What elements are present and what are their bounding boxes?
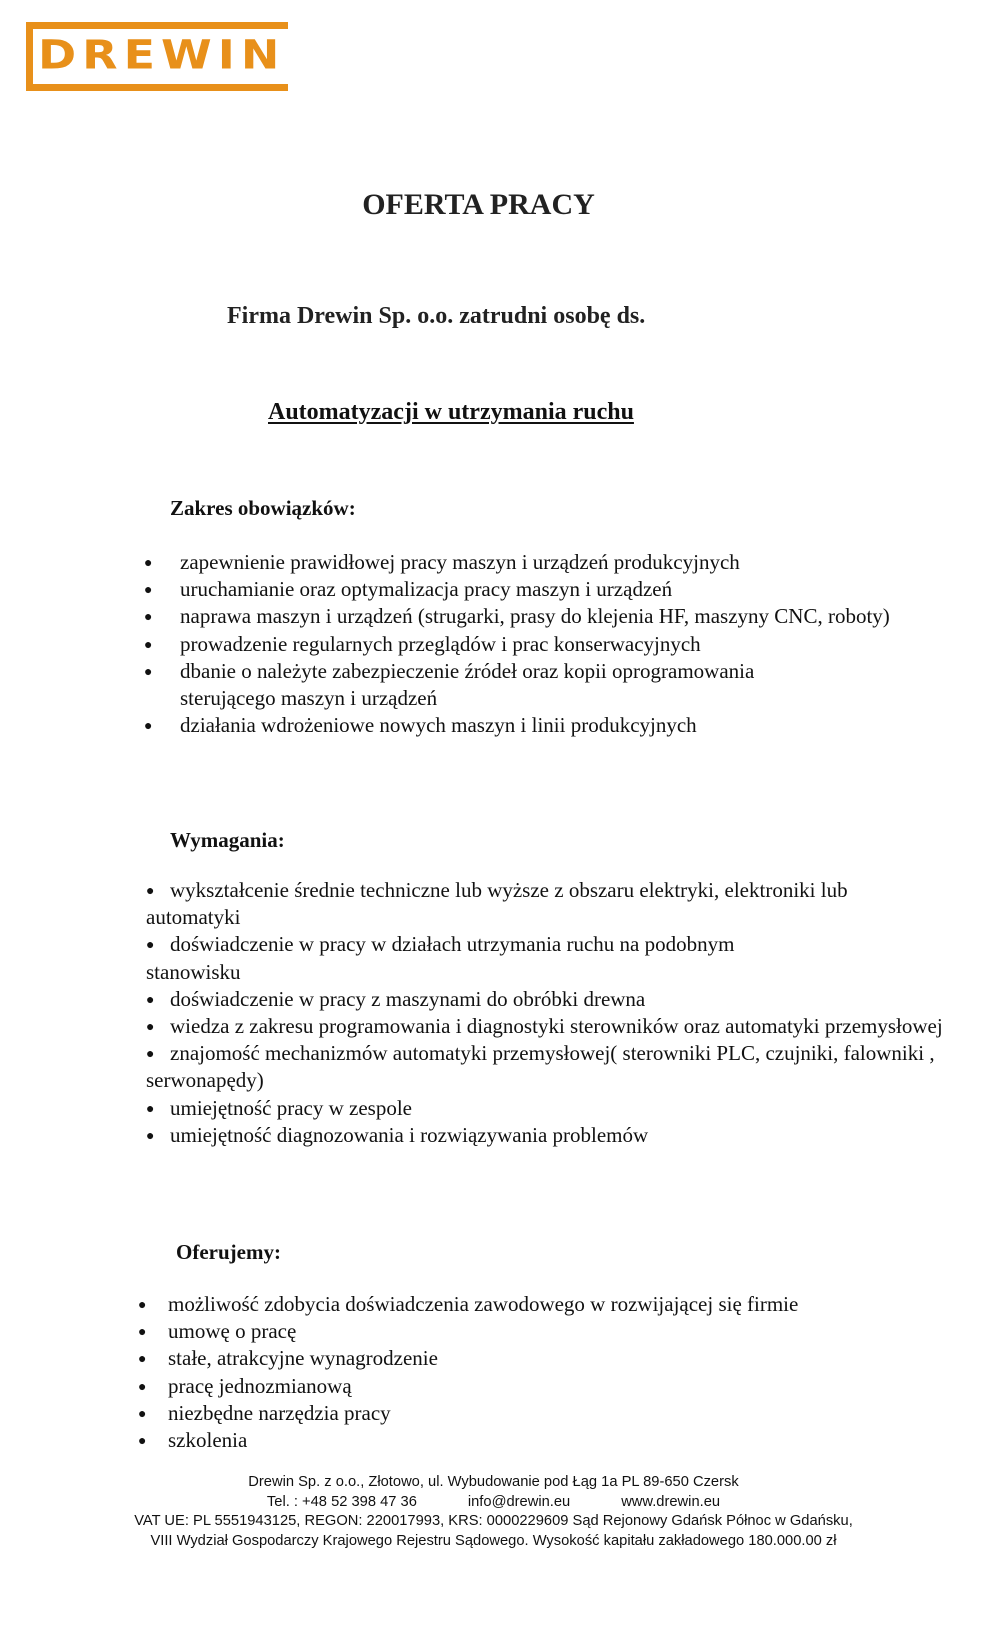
bullet-icon: ● (138, 1298, 147, 1313)
job-title: Automatyzacji w utrzymania ruchu (268, 399, 634, 425)
subtitle: Firma Drewin Sp. o.o. zatrudni osobę ds. (227, 303, 646, 329)
bullet-icon: ● (144, 556, 153, 571)
page-title (0, 188, 987, 222)
list-item (146, 931, 946, 985)
bullet-icon: ● (146, 938, 155, 954)
list-item (138, 1427, 948, 1454)
list-item-text: stałe, atrakcyjne wynagrodzenie (168, 1346, 438, 1371)
section-heading-offer: Oferujemy: (176, 1240, 281, 1264)
list-item-text: wykształcenie średnie techniczne lub wyższe z obszaru elektryki, elektroniki lub automatyki (146, 878, 848, 930)
bullet-icon: ● (144, 610, 153, 626)
bullet-icon: ● (138, 1379, 147, 1395)
list-item (146, 1095, 946, 1122)
footer-website-link[interactable]: www.drewin.eu (621, 1492, 721, 1510)
list-item-text: naprawa maszyn i urządzeń (strugarki, prasy do klejenia HF, maszyny CNC, roboty) (180, 604, 890, 629)
list-item (144, 603, 950, 630)
bullet-icon: ● (146, 1128, 155, 1144)
list-item (138, 1373, 948, 1400)
list-item-text: znajomość mechanizmów automatyki przemysłowej( sterowniki PLC, czujniki, falowniki , serwonapędy) (146, 1041, 935, 1093)
requirements-list (146, 877, 946, 1149)
list-item (138, 1345, 948, 1372)
bullet-icon: ● (144, 719, 153, 735)
logo-frame-left (26, 22, 33, 91)
footer-registry-line-2: VIII Wydział Gospodarczy Krajowego Rejestru Sądowego. Wysokość kapitału zakładowego 180.000.00 zł (150, 1531, 837, 1549)
list-item-text: umiejętność diagnozowania i rozwiązywania problemów (170, 1122, 649, 1147)
list-item (146, 877, 946, 931)
bullet-icon: ● (146, 992, 155, 1008)
list-item-text: umiejętność pracy w zespole (170, 1095, 412, 1120)
bullet-icon: ● (138, 1434, 147, 1450)
list-item (144, 712, 950, 739)
logo-text: DREWIN (38, 30, 286, 78)
list-item-text: doświadczenie w pracy w działach utrzymania ruchu na podobnym stanowisku (146, 932, 735, 984)
list-item-text: umowę o pracę (168, 1319, 297, 1344)
list-item (138, 1318, 948, 1345)
list-item-text: szkolenia (168, 1428, 248, 1453)
section-heading-duties: Zakres obowiązków: (170, 496, 356, 520)
bullet-icon: ● (146, 1101, 155, 1117)
list-item-text: niezbędne narzędzia pracy (168, 1400, 391, 1425)
footer-phone: Tel. : +48 52 398 47 36 (266, 1492, 417, 1510)
list-item-text: działania wdrożeniowe nowych maszyn i linii produkcyjnych (180, 713, 697, 738)
bullet-icon: ● (146, 1020, 155, 1036)
list-item (146, 1122, 946, 1149)
list-item (144, 576, 950, 603)
company-logo (26, 22, 288, 91)
list-item (144, 631, 950, 658)
footer-address: Drewin Sp. z o.o., Złotowo, ul. Wybudowanie pod Łąg 1a PL 89-650 Czersk (248, 1473, 739, 1490)
page-title-text: OFERTA PRACY (362, 188, 595, 221)
list-item (138, 1291, 948, 1318)
footer-contact (10, 1492, 977, 1512)
bullet-icon: ● (146, 884, 155, 899)
offer-list (138, 1291, 948, 1454)
list-item (138, 1400, 948, 1427)
list-item-text: zapewnienie prawidłowej pracy maszyn i urządzeń produkcyjnych (180, 550, 740, 574)
list-item (146, 1040, 946, 1094)
list-item-text: pracę jednozmianową (168, 1373, 352, 1398)
section-heading-requirements: Wymagania: (170, 828, 285, 852)
footer (10, 1472, 977, 1550)
duties-list (144, 549, 950, 739)
list-item (144, 658, 950, 712)
list-item-text: możliwość zdobycia doświadczenia zawodowego w rozwijającej się firmie (168, 1292, 799, 1316)
footer-email-link[interactable]: info@drewin.eu (467, 1492, 571, 1510)
list-item-text: dbanie o należyte zabezpieczenie źródeł oraz kopii oprogramowania sterującego maszyn i urządzeń (180, 658, 755, 711)
bullet-icon: ● (138, 1325, 147, 1341)
list-item (144, 549, 950, 576)
bullet-icon: ● (144, 637, 153, 653)
footer-registry-line-1: VAT UE: PL 5551943125, REGON: 220017993, KRS: 0000229609 Sąd Rejonowy Gdańsk Północ w Gdańsku, (134, 1512, 853, 1529)
list-item (146, 1013, 946, 1040)
bullet-icon: ● (138, 1352, 147, 1368)
list-item-text: prowadzenie regularnych przeglądów i prac konserwacyjnych (180, 631, 701, 656)
list-item-text: uruchamianie oraz optymalizacja pracy maszyn i urządzeń (180, 577, 673, 602)
bullet-icon: ● (144, 664, 153, 680)
list-item (146, 986, 946, 1013)
bullet-icon: ● (138, 1406, 147, 1422)
bullet-icon: ● (144, 583, 153, 599)
logo-frame-bottom (26, 84, 288, 91)
list-item-text: doświadczenie w pracy z maszynami do obróbki drewna (170, 986, 646, 1011)
logo-frame-top (26, 22, 288, 29)
bullet-icon: ● (146, 1047, 155, 1063)
list-item-text: wiedza z zakresu programowania i diagnostyki sterowników oraz automatyki przemysłowej (170, 1014, 943, 1039)
